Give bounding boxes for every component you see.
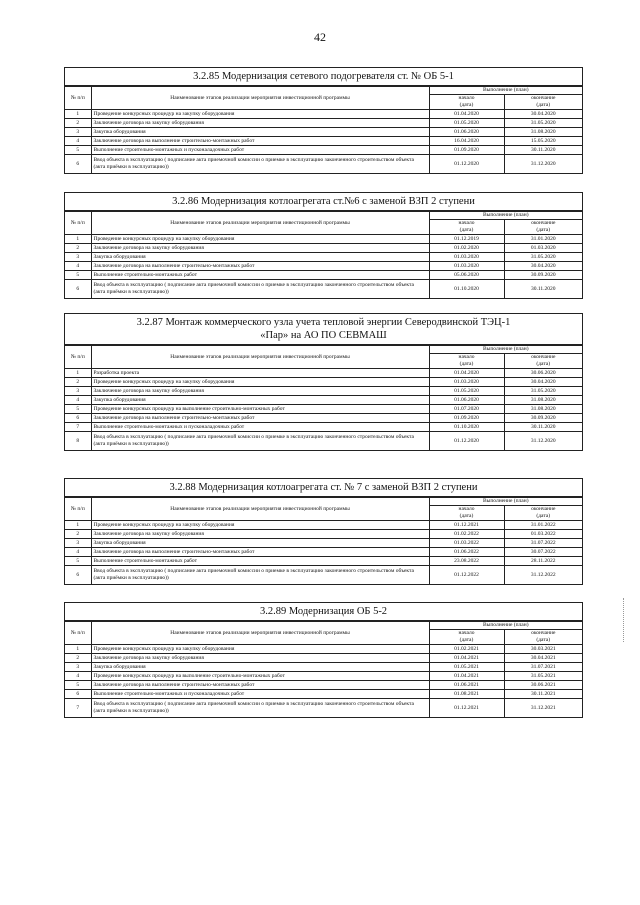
row-number: 6 (65, 566, 91, 585)
start-date: 01.10.2020 (429, 280, 504, 299)
column-header-stage: Наименование этапов реализации мероприятия инвестиционной программы (91, 498, 429, 521)
column-header-stage: Наименование этапов реализации мероприятия инвестиционной программы (91, 346, 429, 369)
start-date: 01.06.2022 (429, 548, 504, 557)
start-date: 01.02.2022 (429, 530, 504, 539)
end-date: 30.11.2020 (504, 146, 582, 155)
column-header-num: № п/п (65, 498, 91, 521)
end-date: 01.03.2022 (504, 530, 582, 539)
start-date: 01.03.2020 (429, 262, 504, 271)
header-row (65, 622, 582, 630)
start-date: 01.03.2020 (429, 378, 504, 387)
stage-name: Выполнение строительно-монтажных и пусконаладочных работ (91, 146, 429, 155)
row-number: 2 (65, 244, 91, 253)
row-number: 3 (65, 128, 91, 137)
start-date: 01.05.2020 (429, 119, 504, 128)
column-header-plan: Выполнение (план) (429, 498, 582, 506)
stage-name: Проведение конкурсных процедур на выполнение строительно-монтажных работ (91, 405, 429, 414)
table-row (65, 244, 582, 253)
row-number: 8 (65, 432, 91, 451)
table-row (65, 557, 582, 566)
column-header-end: окончание (дата) (504, 506, 582, 521)
section-title: 3.2.87 Монтаж коммерческого узла учета тепловой энергии Северодвинской ТЭЦ-1 «Пар» на АО ПО СЕВМАШ (65, 314, 582, 345)
end-date: 30.07.2022 (504, 548, 582, 557)
row-number: 5 (65, 146, 91, 155)
stage-name: Заключение договора на закупку оборудования (91, 119, 429, 128)
start-date: 16.04.2020 (429, 137, 504, 146)
stage-name: Закупка оборудования (91, 128, 429, 137)
row-number: 2 (65, 530, 91, 539)
stage-name: Проведение конкурсных процедур на выполнение строительно-монтажных работ (91, 672, 429, 681)
end-date: 30.09.2020 (504, 271, 582, 280)
table-row (65, 387, 582, 396)
row-number: 4 (65, 548, 91, 557)
start-date: 01.12.2021 (429, 521, 504, 530)
column-header-plan: Выполнение (план) (429, 212, 582, 220)
scan-mark (623, 598, 626, 642)
schedule-table (65, 86, 582, 173)
end-date: 30.11.2020 (504, 280, 582, 299)
row-number: 3 (65, 539, 91, 548)
stage-name: Проведение конкурсных процедур на закупку оборудования (91, 235, 429, 244)
stage-name: Выполнение строительно-монтажных и пусконаладочных работ (91, 690, 429, 699)
end-date: 30.11.2021 (504, 690, 582, 699)
table-row (65, 405, 582, 414)
table-row (65, 369, 582, 378)
column-header-num: № п/п (65, 87, 91, 110)
stage-name: Закупка оборудования (91, 253, 429, 262)
row-number: 1 (65, 369, 91, 378)
stage-name: Проведение конкурсных процедур на закупку оборудования (91, 521, 429, 530)
start-date: 01.03.2020 (429, 253, 504, 262)
end-date: 15.05.2020 (504, 137, 582, 146)
row-number: 1 (65, 521, 91, 530)
stage-name: Ввод объекта в эксплуатацию ( подписание акта приемочной комиссии о приемке в эксплуатацию законченного строительством объекта (акта приёмки в эксплуатацию)) (91, 432, 429, 451)
start-date: 01.04.2020 (429, 369, 504, 378)
schedule-section (64, 67, 583, 174)
stage-name: Выполнение строительно-монтажных и пусконаладочных работ (91, 423, 429, 432)
table-row (65, 155, 582, 174)
start-date: 01.12.2021 (429, 699, 504, 718)
stage-name: Проведение конкурсных процедур на закупку оборудования (91, 378, 429, 387)
table-row (65, 530, 582, 539)
end-date: 31.07.2022 (504, 539, 582, 548)
end-date: 31.05.2021 (504, 672, 582, 681)
start-date: 01.07.2020 (429, 405, 504, 414)
column-header-plan: Выполнение (план) (429, 622, 582, 630)
table-row (65, 128, 582, 137)
schedule-table (65, 621, 582, 717)
column-header-plan: Выполнение (план) (429, 87, 582, 95)
end-date: 30.11.2020 (504, 423, 582, 432)
end-date: 30.04.2020 (504, 262, 582, 271)
column-header-end: окончание (дата) (504, 220, 582, 235)
end-date: 31.05.2020 (504, 387, 582, 396)
row-number: 3 (65, 253, 91, 262)
start-date: 01.12.2019 (429, 235, 504, 244)
header-row (65, 212, 582, 220)
end-date: 31.08.2020 (504, 405, 582, 414)
end-date: 31.12.2022 (504, 566, 582, 585)
start-date: 01.04.2020 (429, 110, 504, 119)
column-header-end: окончание (дата) (504, 95, 582, 110)
schedule-section (64, 602, 583, 718)
stage-name: Разработка проекта (91, 369, 429, 378)
page-number: 42 (314, 30, 326, 44)
stage-name: Закупка оборудования (91, 396, 429, 405)
table-row (65, 119, 582, 128)
column-header-stage: Наименование этапов реализации мероприятия инвестиционной программы (91, 87, 429, 110)
end-date: 28.11.2022 (504, 557, 582, 566)
column-header-stage: Наименование этапов реализации мероприятия инвестиционной программы (91, 212, 429, 235)
table-row (65, 137, 582, 146)
start-date: 01.05.2020 (429, 387, 504, 396)
start-date: 01.06.2020 (429, 396, 504, 405)
end-date: 31.12.2021 (504, 699, 582, 718)
end-date: 31.05.2020 (504, 119, 582, 128)
table-row (65, 654, 582, 663)
stage-name: Выполнение строительно-монтажных работ (91, 557, 429, 566)
row-number: 1 (65, 235, 91, 244)
start-date: 01.12.2022 (429, 566, 504, 585)
row-number: 2 (65, 119, 91, 128)
stage-name: Ввод объекта в эксплуатацию ( подписание акта приемочной комиссии о приемке в эксплуатацию законченного строительством объекта (акта приёмки в эксплуатацию)) (91, 280, 429, 299)
end-date: 30.04.2021 (504, 654, 582, 663)
start-date: 01.04.2021 (429, 654, 504, 663)
column-header-plan: Выполнение (план) (429, 346, 582, 354)
row-number: 7 (65, 423, 91, 432)
schedule-section (64, 313, 583, 451)
stage-name: Заключение договора на закупку оборудования (91, 387, 429, 396)
table-row (65, 262, 582, 271)
stage-name: Заключение договора на закупку оборудования (91, 530, 429, 539)
start-date: 01.08.2021 (429, 690, 504, 699)
end-date: 30.04.2020 (504, 378, 582, 387)
column-header-num: № п/п (65, 622, 91, 645)
stage-name: Проведение конкурсных процедур на закупку оборудования (91, 110, 429, 119)
row-number: 4 (65, 672, 91, 681)
row-number: 1 (65, 110, 91, 119)
end-date: 30.03.2021 (504, 645, 582, 654)
row-number: 5 (65, 271, 91, 280)
table-row (65, 539, 582, 548)
table-row (65, 690, 582, 699)
start-date: 23.08.2022 (429, 557, 504, 566)
start-date: 01.04.2021 (429, 672, 504, 681)
table-row (65, 271, 582, 280)
row-number: 2 (65, 378, 91, 387)
end-date: 31.01.2022 (504, 521, 582, 530)
schedule-table (65, 345, 582, 450)
row-number: 6 (65, 690, 91, 699)
table-row (65, 663, 582, 672)
column-header-start: начало (дата) (429, 630, 504, 645)
table-row (65, 672, 582, 681)
schedule-section (64, 478, 583, 585)
end-date: 30.06.2021 (504, 681, 582, 690)
stage-name: Ввод объекта в эксплуатацию ( подписание акта приемочной комиссии о приемке в эксплуатацию законченного строительством объекта (акта приёмки в эксплуатацию)) (91, 699, 429, 718)
table-row (65, 423, 582, 432)
stage-name: Ввод объекта в эксплуатацию ( подписание акта приемочной комиссии о приемке в эксплуатацию законченного строительством объекта (акта приёмки в эксплуатацию)) (91, 155, 429, 174)
column-header-end: окончание (дата) (504, 354, 582, 369)
table-row (65, 681, 582, 690)
table-row (65, 548, 582, 557)
table-row (65, 521, 582, 530)
table-row (65, 432, 582, 451)
table-row (65, 253, 582, 262)
table-row (65, 146, 582, 155)
start-date: 01.05.2021 (429, 663, 504, 672)
stage-name: Выполнение строительно-монтажных работ (91, 271, 429, 280)
column-header-start: начало (дата) (429, 506, 504, 521)
start-date: 01.09.2020 (429, 146, 504, 155)
start-date: 05.06.2020 (429, 271, 504, 280)
table-row (65, 235, 582, 244)
start-date: 01.06.2021 (429, 681, 504, 690)
stage-name: Проведение конкурсных процедур на закупку оборудования (91, 645, 429, 654)
stage-name: Заключение договора на закупку оборудования (91, 654, 429, 663)
row-number: 4 (65, 396, 91, 405)
row-number: 5 (65, 557, 91, 566)
end-date: 31.08.2020 (504, 396, 582, 405)
column-header-stage: Наименование этапов реализации мероприятия инвестиционной программы (91, 622, 429, 645)
end-date: 31.08.2020 (504, 128, 582, 137)
start-date: 01.03.2022 (429, 539, 504, 548)
table-row (65, 566, 582, 585)
row-number: 4 (65, 262, 91, 271)
row-number: 3 (65, 387, 91, 396)
schedule-table (65, 497, 582, 584)
start-date: 01.12.2020 (429, 155, 504, 174)
section-title: 3.2.89 Модернизация ОБ 5-2 (65, 603, 582, 621)
end-date: 31.07.2021 (504, 663, 582, 672)
section-title: 3.2.85 Модернизация сетевого подогревателя ст. № ОБ 5-1 (65, 68, 582, 86)
column-header-start: начало (дата) (429, 220, 504, 235)
stage-name: Заключение договора на выполнение строительно-монтажных работ (91, 137, 429, 146)
end-date: 30.06.2020 (504, 369, 582, 378)
start-date: 01.10.2020 (429, 423, 504, 432)
column-header-end: окончание (дата) (504, 630, 582, 645)
end-date: 30.04.2020 (504, 110, 582, 119)
end-date: 31.05.2020 (504, 253, 582, 262)
row-number: 7 (65, 699, 91, 718)
table-row (65, 280, 582, 299)
row-number: 1 (65, 645, 91, 654)
end-date: 01.03.2020 (504, 244, 582, 253)
table-row (65, 699, 582, 718)
stage-name: Заключение договора на выполнение строительно-монтажных работ (91, 414, 429, 423)
row-number: 6 (65, 280, 91, 299)
stage-name: Закупка оборудования (91, 663, 429, 672)
stage-name: Ввод объекта в эксплуатацию ( подписание акта приемочной комиссии о приемке в эксплуатацию законченного строительством объекта (акта приёмки в эксплуатацию)) (91, 566, 429, 585)
schedule-table (65, 211, 582, 298)
section-title: 3.2.86 Модернизация котлоагрегата ст.№6 с заменой ВЗП 2 ступени (65, 193, 582, 211)
start-date: 01.02.2021 (429, 645, 504, 654)
row-number: 2 (65, 654, 91, 663)
stage-name: Заключение договора на выполнение строительно-монтажных работ (91, 262, 429, 271)
table-row (65, 378, 582, 387)
row-number: 4 (65, 137, 91, 146)
table-row (65, 396, 582, 405)
start-date: 01.09.2020 (429, 414, 504, 423)
header-row (65, 346, 582, 354)
header-row (65, 87, 582, 95)
row-number: 6 (65, 155, 91, 174)
end-date: 30.09.2020 (504, 414, 582, 423)
end-date: 31.01.2020 (504, 235, 582, 244)
row-number: 6 (65, 414, 91, 423)
start-date: 01.02.2020 (429, 244, 504, 253)
section-title: 3.2.88 Модернизация котлоагрегата ст. № 7 с заменой ВЗП 2 ступени (65, 479, 582, 497)
column-header-num: № п/п (65, 212, 91, 235)
schedule-section (64, 192, 583, 299)
table-row (65, 645, 582, 654)
end-date: 31.12.2020 (504, 155, 582, 174)
column-header-num: № п/п (65, 346, 91, 369)
stage-name: Заключение договора на выполнение строительно-монтажных работ (91, 681, 429, 690)
row-number: 3 (65, 663, 91, 672)
stage-name: Заключение договора на выполнение строительно-монтажных работ (91, 548, 429, 557)
stage-name: Закупка оборудования (91, 539, 429, 548)
stage-name: Заключение договора на закупку оборудования (91, 244, 429, 253)
start-date: 01.06.2020 (429, 128, 504, 137)
row-number: 5 (65, 681, 91, 690)
end-date: 31.12.2020 (504, 432, 582, 451)
row-number: 5 (65, 405, 91, 414)
table-row (65, 414, 582, 423)
column-header-start: начало (дата) (429, 95, 504, 110)
table-row (65, 110, 582, 119)
start-date: 01.12.2020 (429, 432, 504, 451)
column-header-start: начало (дата) (429, 354, 504, 369)
header-row (65, 498, 582, 506)
